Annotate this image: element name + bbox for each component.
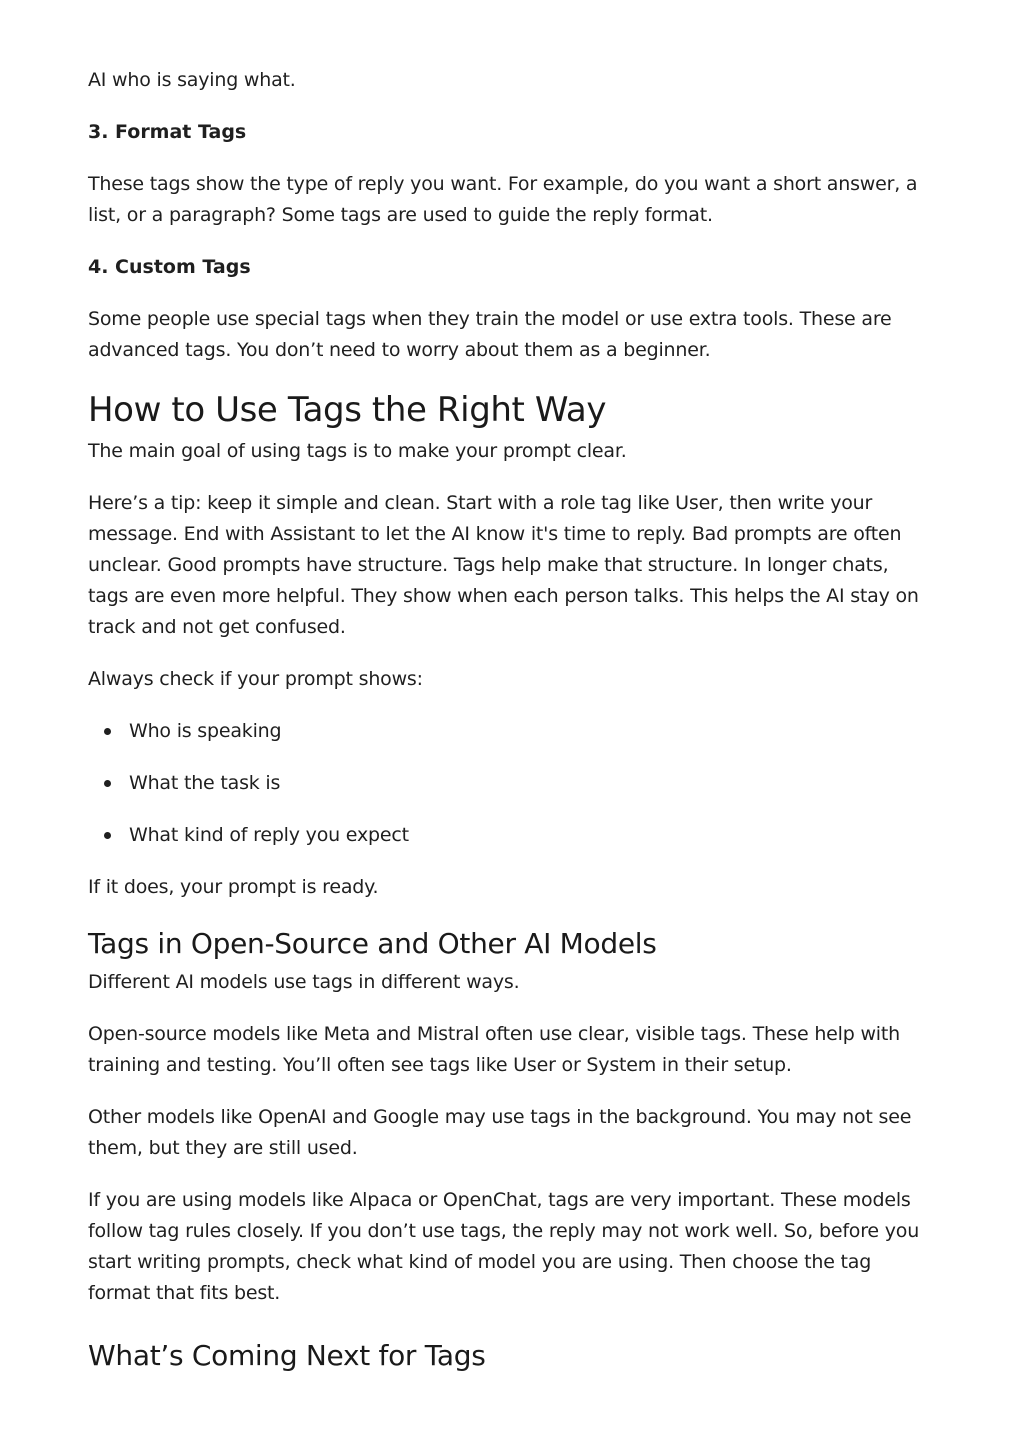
list-item [88, 768, 928, 799]
intro-paragraph: AI who is saying what. [88, 69, 296, 91]
how-to-paragraph-2: Here’s a tip: keep it simple and clean. Start with a role tag like User, then write your message. End with Assistant to let the AI know it's time to reply. Bad prompts are often unclear. Good prompts have structure. Tags help make that structure. In longer chats, tags are even more helpful. They show when each person talks. This helps the AI stay on track and not get confused. [88, 492, 919, 638]
how-to-use-heading: How to Use Tags the Right Way [88, 390, 607, 430]
list-item-text: What the task is [129, 772, 281, 794]
custom-tags-paragraph: Some people use special tags when they train the model or use extra tools. These are advanced tags. You don’t need to worry about them as a beginner. [88, 308, 892, 361]
how-to-paragraph-1: The main goal of using tags is to make your prompt clear. [88, 440, 627, 462]
open-source-paragraph-4: If you are using models like Alpaca or OpenChat, tags are very important. These models follow tag rules closely. If you don’t use tags, the reply may not work well. So, before you start writing prompts, check what kind of model you are using. Then choose the tag format that fits best. [88, 1189, 920, 1304]
open-source-paragraph-2: Open-source models like Meta and Mistral often use clear, visible tags. These help with training and testing. You’ll often see tags like User or System in their setup. [88, 1023, 900, 1076]
checklist [88, 716, 928, 851]
list-item [88, 820, 928, 851]
whats-next-heading: What’s Coming Next for Tags [88, 1339, 486, 1372]
article-body [88, 0, 928, 1375]
list-item-text: Who is speaking [129, 720, 282, 742]
custom-tags-heading: 4. Custom Tags [88, 256, 251, 278]
how-to-paragraph-3: Always check if your prompt shows: [88, 668, 423, 690]
how-to-paragraph-4: If it does, your prompt is ready. [88, 876, 379, 898]
bullet-icon [104, 728, 111, 735]
bullet-icon [104, 832, 111, 839]
open-source-paragraph-1: Different AI models use tags in different ways. [88, 971, 520, 993]
bullet-icon [104, 780, 111, 787]
list-item-text: What kind of reply you expect [129, 824, 409, 846]
list-item [88, 716, 928, 747]
open-source-paragraph-3: Other models like OpenAI and Google may use tags in the background. You may not see them, but they are still used. [88, 1106, 912, 1159]
open-source-heading: Tags in Open-Source and Other AI Models [88, 927, 657, 960]
format-tags-heading: 3. Format Tags [88, 121, 247, 143]
format-tags-paragraph: These tags show the type of reply you want. For example, do you want a short answer, a list, or a paragraph? Some tags are used to guide the reply format. [88, 173, 918, 226]
